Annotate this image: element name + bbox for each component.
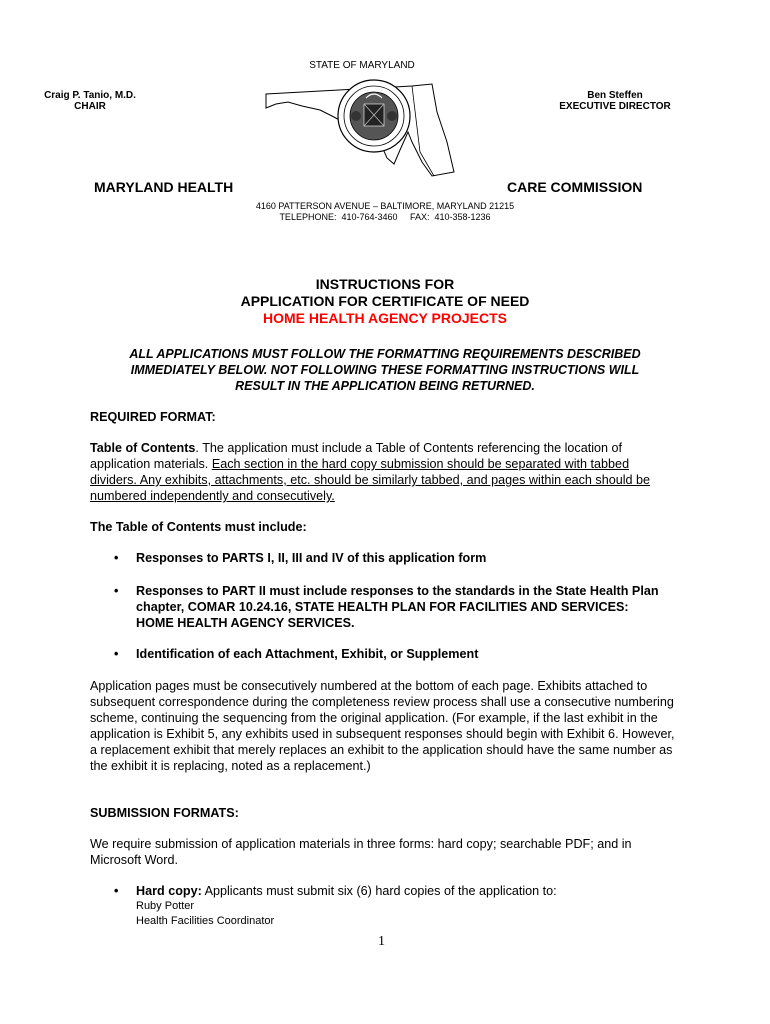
bullet-icon: • [114,551,119,565]
chair-name: Craig P. Tanio, M.D. [44,90,136,101]
toc-text: . The application must include a Table of Contents referencing the location of application materials. [90,441,623,471]
warning-line-3: RESULT IN THE APPLICATION BEING RETURNED. [235,379,535,393]
toc-underlined-text: Each section in the hard copy submission should be separated with tabbed dividers. Any exhibits, attachments, etc. should be similarly tabbed, and pages within each should be numbered independently and consecutively. [90,457,651,503]
page-number: 1 [378,934,385,949]
bullet-icon: • [114,584,119,598]
bullet-icon: • [114,647,119,661]
list-item: • Identification of each Attachment, Exhibit, or Supplement [114,647,479,661]
commission-name-right: CARE COMMISSION [507,179,643,195]
commission-address [150,201,620,223]
submission-heading: SUBMISSION FORMATS: [90,806,239,820]
required-format-heading: REQUIRED FORMAT: [90,410,216,424]
director-title: EXECUTIVE DIRECTOR [559,101,671,112]
submission-intro: We require submission of application materials in three forms: hard copy; searchable PDF; and in Microsoft Word. [90,837,632,867]
toc-include-heading: The Table of Contents must include: [90,520,307,534]
title-line-2: APPLICATION FOR CERTIFICATE OF NEED [240,293,530,309]
toc-label: Table of Contents [90,441,196,455]
director-block [545,90,685,112]
contact-title: Health Facilities Coordinator [136,915,275,927]
chair-block [30,90,150,112]
numbering-paragraph: Application pages must be consecutively numbered at the bottom of each page. Exhibits attached to subsequent correspondence during the completeness review process shall use a consecutive numbering scheme, continuing the sequencing from the original application. (For example, if the last exhibit in the application is Exhibit 5, any exhibits used in subsequent responses should begin with Exhibit 6. However, a replacement exhibit that merely replaces an exhibit to the application should have the same number as the exhibit it is replacing, noted as a replacement.) [90,679,675,773]
title-line-3: HOME HEALTH AGENCY PROJECTS [263,310,507,326]
chair-title: CHAIR [74,101,106,112]
list-item: • Responses to PART II must include responses to the standards in the State Health Plan chapter, COMAR 10.24.16, STATE HEALTH PLAN FOR FACILITIES AND SERVICES: HOME HEALTH AGENCY SERVICES. [114,584,659,630]
commission-name-left: MARYLAND HEALTH [94,179,234,195]
state-label: STATE OF MARYLAND [309,60,415,71]
hard-copy-text: Applicants must submit six (6) hard copies of the application to: [201,884,557,898]
maryland-map-seal [262,72,472,182]
contact-name: Ruby Potter [136,900,195,912]
formatting-warning [90,346,680,394]
title-line-1: INSTRUCTIONS FOR [315,276,455,292]
warning-line-2: IMMEDIATELY BELOW. NOT FOLLOWING THESE FORMATTING INSTRUCTIONS WILL [130,363,640,377]
bullet-icon: • [114,884,119,898]
document-title [90,276,680,327]
phone-line: TELEPHONE: 410-764-3460 FAX: 410-358-1236 [279,212,491,222]
contact-block [136,899,274,929]
hard-copy-label: Hard copy: [136,884,202,898]
director-name: Ben Steffen [587,90,643,101]
list-item [114,883,676,899]
address-line: 4160 PATTERSON AVENUE – BALTIMORE, MARYLAND 21215 [255,201,515,211]
toc-paragraph [90,440,675,504]
list-item: • Responses to PARTS I, II, III and IV of this application form [114,551,487,565]
warning-line-1: ALL APPLICATIONS MUST FOLLOW THE FORMATTING REQUIREMENTS DESCRIBED [129,347,641,361]
